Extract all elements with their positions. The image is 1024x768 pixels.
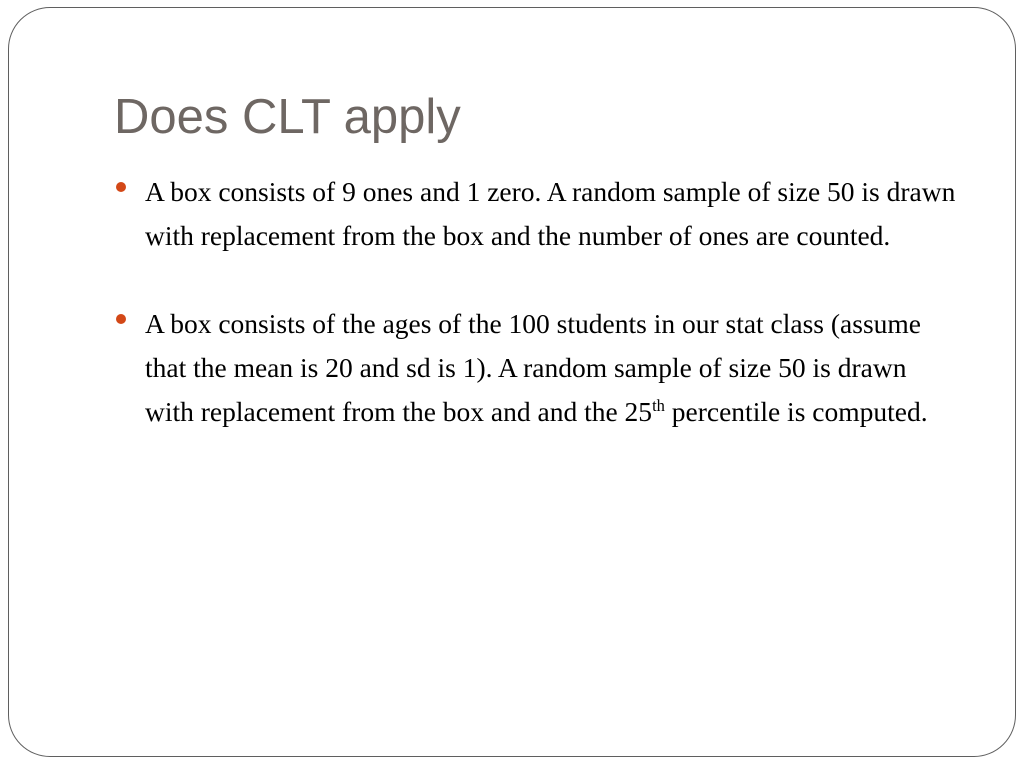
ordinal-superscript: th bbox=[652, 395, 665, 415]
bullet-text-box-ones-zero: A box consists of 9 ones and 1 zero. A random sample of size 50 is drawn with replacement from the box and the number of ones are counted. bbox=[145, 176, 956, 251]
bullet-dot-icon bbox=[116, 182, 126, 192]
bullet-text-student-ages bbox=[145, 308, 928, 427]
bullet-list bbox=[116, 170, 961, 434]
bullet-text-student-ages-end: percentile is computed. bbox=[664, 396, 928, 427]
bullet-item-student-ages bbox=[116, 302, 961, 434]
bullet-dot-icon bbox=[116, 314, 126, 324]
bullet-text-student-ages-main: A box consists of the ages of the 100 students in our stat class (assume that the mean is 20 and sd is 1). A random sample of size 50 is drawn with replacement from the box and and the 25 bbox=[145, 308, 922, 427]
slide-title: Does CLT apply bbox=[114, 90, 461, 144]
bullet-item-box-ones-zero bbox=[116, 170, 961, 258]
